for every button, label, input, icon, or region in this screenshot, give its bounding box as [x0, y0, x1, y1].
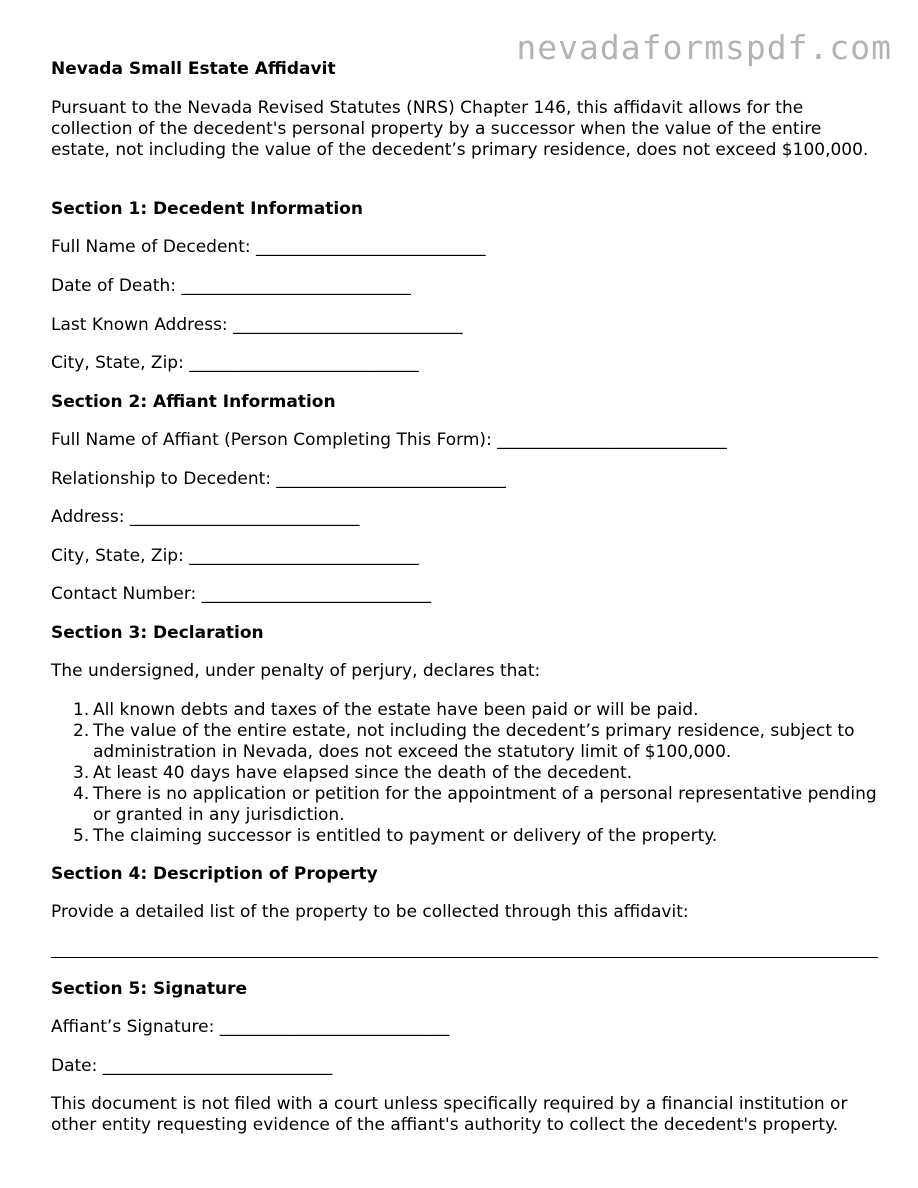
- contact-number-field[interactable]: [51, 584, 431, 604]
- section-5-heading: Section 5: Signature: [51, 979, 248, 999]
- footer-note: This document is not filed with a court unless specifically required by a financial institution or other entity requesting evidence of the affiant's authority to collect the decedent's property.: [51, 1094, 848, 1135]
- list-item: 4. There is no application or petition for the appointment of a personal representative pending or granted in any jurisdiction.: [73, 784, 877, 825]
- field-label: Relationship to Decedent:: [51, 469, 272, 489]
- field-label: Contact Number:: [51, 584, 197, 604]
- fill-line: ___________________________: [102, 1056, 333, 1076]
- list-item: 2. The value of the entire estate, not including the decedent’s primary residence, subject to administration in Nevada, does not exceed the statutory limit of $100,000.: [73, 721, 855, 762]
- section-1-heading: Section 1: Decedent Information: [51, 199, 363, 219]
- affiant-address-field[interactable]: [51, 507, 359, 527]
- signature-date-field[interactable]: [51, 1056, 332, 1076]
- list-item: 3. At least 40 days have elapsed since the death of the decedent.: [73, 763, 633, 783]
- field-label: City, State, Zip:: [51, 353, 184, 373]
- watermark: nevadaformspdf.com: [516, 28, 892, 67]
- fill-line: ___________________________: [219, 1017, 450, 1037]
- fill-line: ___________________________: [189, 353, 419, 373]
- affiant-signature-field[interactable]: [51, 1017, 449, 1037]
- affiant-city-state-zip-field[interactable]: [51, 546, 419, 566]
- field-label: Last Known Address:: [51, 315, 228, 335]
- decedent-city-state-zip-field[interactable]: [51, 353, 419, 373]
- last-known-address-field[interactable]: [51, 315, 463, 335]
- section-2-heading: Section 2: Affiant Information: [51, 392, 336, 412]
- field-label: City, State, Zip:: [51, 546, 184, 566]
- field-label: Address:: [51, 507, 125, 527]
- declaration-list: [51, 700, 881, 847]
- fill-line: ___________________________: [129, 507, 360, 527]
- date-of-death-field[interactable]: [51, 276, 411, 296]
- section-3-heading: Section 3: Declaration: [51, 623, 264, 643]
- field-label: Full Name of Affiant (Person Completing This Form):: [51, 430, 492, 450]
- list-item: 5. The claiming successor is entitled to payment or delivery of the property.: [73, 826, 718, 846]
- fill-line: ___________________________: [233, 315, 463, 335]
- relationship-field[interactable]: [51, 469, 506, 489]
- field-label: Full Name of Decedent:: [51, 237, 251, 257]
- field-label: Date:: [51, 1056, 98, 1076]
- list-item: 1. All known debts and taxes of the estate have been paid or will be paid.: [73, 700, 699, 720]
- section-4-heading: Section 4: Description of Property: [51, 864, 378, 884]
- intro-paragraph: Pursuant to the Nevada Revised Statutes (NRS) Chapter 146, this affidavit allows for the collection of the decedent's personal property by a successor when the value of the entire estate, not including the value of the decedent’s primary residence, does not exceed $100,000.: [51, 98, 869, 160]
- fill-line: ___________________________: [201, 584, 432, 604]
- fill-line: ___________________________: [181, 276, 411, 296]
- fill-line: ___________________________: [189, 546, 419, 566]
- decedent-name-field[interactable]: [51, 237, 486, 257]
- property-description-line[interactable]: [51, 937, 878, 958]
- fill-line: ___________________________: [276, 469, 506, 489]
- field-label: Date of Death:: [51, 276, 176, 296]
- property-lead: Provide a detailed list of the property to be collected through this affidavit:: [51, 902, 689, 922]
- affiant-name-field[interactable]: [51, 430, 727, 450]
- fill-line: ___________________________: [256, 237, 486, 257]
- field-label: Affiant’s Signature:: [51, 1017, 215, 1037]
- document-title: Nevada Small Estate Affidavit: [51, 59, 336, 79]
- fill-line: ___________________________: [497, 430, 727, 450]
- declaration-lead: The undersigned, under penalty of perjury, declares that:: [51, 661, 541, 681]
